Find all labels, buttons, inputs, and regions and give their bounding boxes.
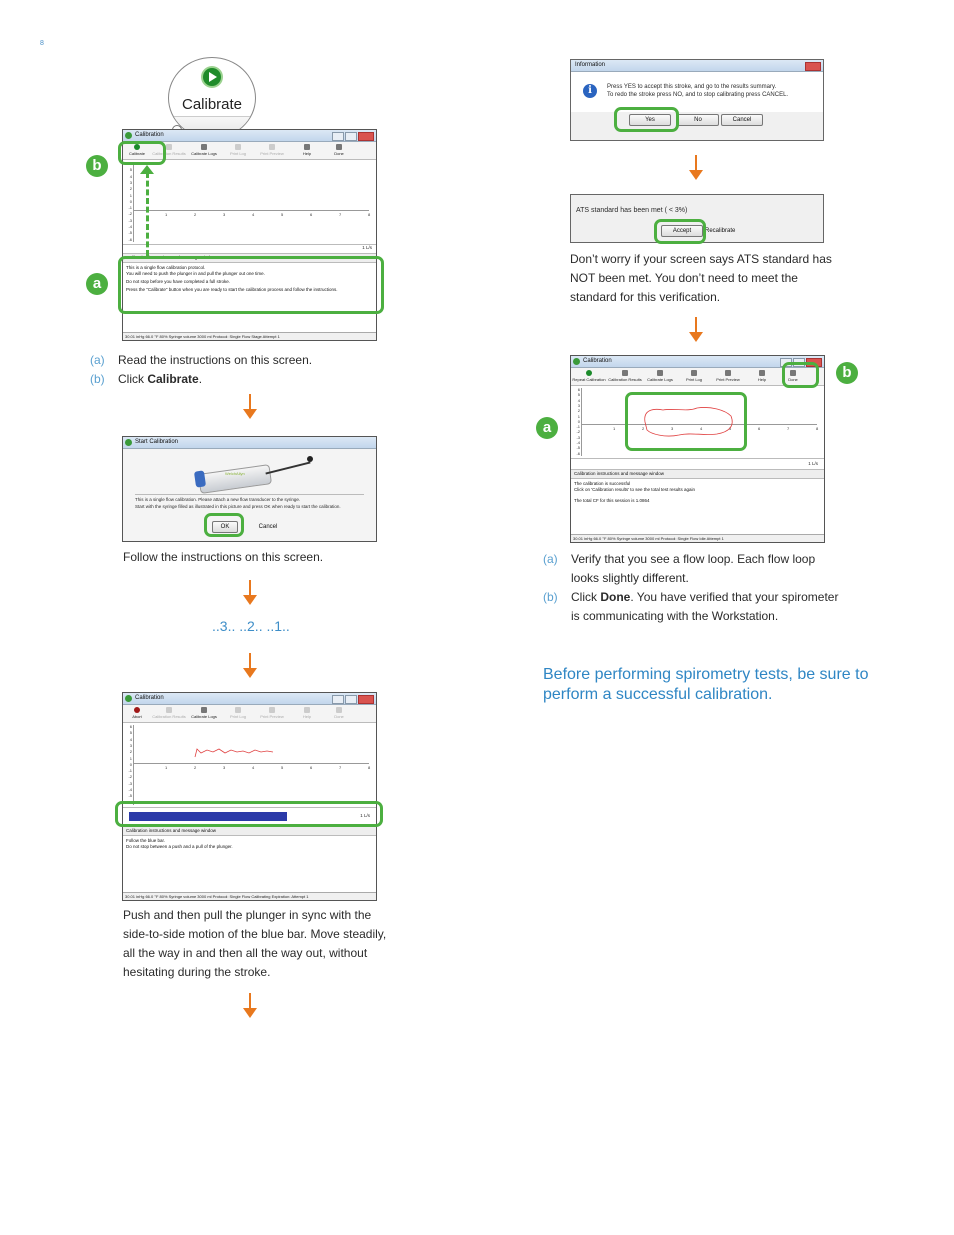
flow-scale-label: 1 L/s <box>360 813 370 818</box>
x-tick-label: 5 <box>281 765 284 770</box>
y-tick-label: 6 <box>129 161 132 166</box>
print-preview-button[interactable]: Print Preview <box>711 368 745 385</box>
x-tick-label: 8 <box>368 212 371 217</box>
progress-highlight <box>115 801 383 827</box>
no-button[interactable]: No <box>677 114 719 126</box>
flow-trace <box>123 723 376 807</box>
x-tick-label: 4 <box>700 426 703 431</box>
ats-note: Don’t worry if your screen says ATS standard has NOT been met. You don’t need to meet the standard for this verification. <box>570 252 832 304</box>
x-tick-label: 6 <box>310 212 313 217</box>
y-tick-label: -1 <box>128 768 132 774</box>
dashed-guide-arrowhead <box>140 165 154 174</box>
print-log-button[interactable]: Print Log <box>221 705 255 722</box>
y-tick-label: -2 <box>128 774 132 780</box>
badge-a: a <box>86 273 108 295</box>
help-icon <box>304 707 310 713</box>
push-instructions: Push and then pull the plunger in sync with the side-to-side motion of the blue bar. Move steadily, all the way in and then all the way out, without hesitating during the stroke. <box>123 908 387 979</box>
logs-icon <box>201 707 207 713</box>
ok-highlight <box>204 513 244 537</box>
x-tick-label: 1 <box>613 426 616 431</box>
x-tick-label: 8 <box>816 426 819 431</box>
info-line-2: To redo the stroke press NO, and to stop calibrating press CANCEL. <box>607 92 789 98</box>
message-header: Calibration instructions and message window <box>571 470 824 479</box>
dialog-title: Information <box>575 62 606 68</box>
y-tick-label: -3 <box>128 780 132 786</box>
follow-instructions: Follow the instructions on this screen. <box>123 550 324 564</box>
x-tick-label: 1 <box>165 212 168 217</box>
document-icon <box>166 144 172 150</box>
y-tick-label: 6 <box>129 724 132 729</box>
calibrate-highlight <box>118 141 166 165</box>
x-tick-label: 4 <box>252 765 255 770</box>
dialog-title: Start Calibration <box>135 439 179 445</box>
x-tick-label: 1 <box>165 765 168 770</box>
help-button[interactable]: Help <box>745 368 779 385</box>
cancel-button[interactable]: Cancel <box>721 114 763 126</box>
x-tick-label: 7 <box>787 426 790 431</box>
calibrate-logs-button[interactable]: Calibrate Logs <box>187 705 221 722</box>
printer-icon <box>691 370 697 376</box>
flow-plot <box>123 160 376 245</box>
y-tick-label: -1 <box>128 205 132 211</box>
y-tick-label: -2 <box>128 211 132 217</box>
y-tick-label: 0 <box>129 198 132 204</box>
information-dialog <box>570 59 824 141</box>
y-tick-label: 5 <box>577 392 580 398</box>
calibrate-zoom-label: Calibrate <box>181 96 243 113</box>
accept-button[interactable]: Accept <box>661 225 703 237</box>
print-preview-button[interactable]: Print Preview <box>255 142 289 159</box>
y-tick-label: 2 <box>577 408 580 414</box>
x-tick-label: 5 <box>281 212 284 217</box>
y-tick-label: -6 <box>128 799 132 805</box>
step-b: (b) Click Calibrate. <box>90 372 203 386</box>
x-tick-label: 3 <box>671 426 674 431</box>
x-tick-label: 2 <box>194 765 197 770</box>
close-button[interactable] <box>358 132 374 141</box>
help-button[interactable]: Help <box>289 142 325 159</box>
recalibrate-button[interactable]: Recalibrate <box>705 228 736 234</box>
step-a: (a) Read the instructions on this screen. <box>90 353 313 367</box>
badge-a: a <box>536 417 558 439</box>
y-tick-label: -4 <box>128 787 132 792</box>
info-icon: i <box>583 84 597 98</box>
calibrate-play-icon <box>203 68 221 86</box>
syringe-illustration <box>195 455 315 495</box>
y-tick-label: 2 <box>129 186 132 192</box>
x-tick-label: 3 <box>223 765 226 770</box>
status-bar: 30.01 inHg 66.0 °F 80% Syringe volume 3000 ml Protocol: Single Flow Idle Attempt 1 <box>571 534 824 542</box>
minimize-button[interactable] <box>332 132 344 141</box>
abort-button[interactable]: Abort <box>123 705 151 722</box>
x-tick-label: 7 <box>339 765 342 770</box>
done-icon <box>336 707 342 713</box>
ok-button[interactable]: OK <box>212 521 238 533</box>
y-tick-label: 2 <box>129 749 132 755</box>
page-number: 8 <box>40 40 44 47</box>
x-tick-label: 2 <box>194 212 197 217</box>
window-title: Calibration <box>583 358 612 364</box>
document-icon <box>622 370 628 376</box>
x-tick-label: 7 <box>339 212 342 217</box>
y-tick-label: 3 <box>577 402 580 408</box>
y-tick-label: -6 <box>128 236 132 242</box>
message-window <box>123 827 376 852</box>
done-button[interactable]: Done <box>325 142 353 159</box>
y-tick-label: 4 <box>577 397 580 403</box>
accept-highlight <box>654 219 706 244</box>
printer-icon <box>235 707 241 713</box>
message-window-highlight <box>118 256 384 314</box>
printer-icon <box>235 144 241 150</box>
syringe-brand: WelchAllyn <box>225 471 245 476</box>
x-tick-label: 2 <box>642 426 645 431</box>
calibrate-button[interactable]: Calibrate <box>123 142 151 159</box>
message-line: Do not stop before you have completed a full stroke. <box>126 279 231 284</box>
app-icon <box>573 358 580 365</box>
done-icon <box>336 144 342 150</box>
calibrate-logs-button[interactable]: Calibrate Logs <box>643 368 677 385</box>
cancel-button[interactable]: Cancel <box>258 524 278 530</box>
maximize-button[interactable] <box>345 132 357 141</box>
calibration-results-button[interactable]: Calibration Results <box>151 142 187 159</box>
calibration-results-button[interactable]: Calibration Results <box>151 705 187 722</box>
y-tick-label: 5 <box>129 730 132 736</box>
message-header: Calibration instructions and message window <box>123 254 376 263</box>
y-tick-label: 1 <box>129 192 132 198</box>
x-tick-label: 8 <box>368 765 371 770</box>
yes-button[interactable]: Yes <box>629 114 671 126</box>
badge-b: b <box>86 155 108 177</box>
minimize-button[interactable] <box>332 695 344 704</box>
ats-message: ATS standard has been met ( < 3%) <box>576 207 688 214</box>
dialog-line-2: Start with the syringe filled as illustrated in this picture and press OK when ready to start the calibration. <box>135 504 341 509</box>
badge-b: b <box>836 362 858 384</box>
window-title: Calibration <box>135 132 164 138</box>
x-tick-label: 6 <box>758 426 761 431</box>
calibrate-logs-button[interactable]: Calibrate Logs <box>187 142 221 159</box>
y-tick-label: 3 <box>129 179 132 185</box>
done-button[interactable]: Done <box>325 705 353 722</box>
flow-arrow <box>243 653 257 679</box>
message-line: You will need to push the plunger in and pull the plunger out one time. <box>126 271 265 276</box>
y-tick-label: 6 <box>577 387 580 392</box>
y-tick-label: -6 <box>576 450 580 456</box>
flow-scale-label: 1 L/s <box>362 245 372 250</box>
x-tick-label: 5 <box>729 426 732 431</box>
y-tick-label: -4 <box>128 224 132 229</box>
message-window <box>571 470 824 506</box>
calibration-callout: Before performing spirometry tests, be sure to perform a successful calibration. <box>543 666 869 703</box>
preview-icon <box>269 144 275 150</box>
message-line: The total CF for this session is 1.0864 <box>574 498 650 503</box>
flow-arrow <box>243 993 257 1019</box>
done-highlight <box>782 362 819 388</box>
message-header: Calibration instructions and message window <box>123 827 376 836</box>
info-line-1: Press YES to accept this stroke, and go to the results summary. <box>607 84 777 90</box>
window-title: Calibration <box>135 695 164 701</box>
y-tick-label: 5 <box>129 167 132 173</box>
preview-icon <box>725 370 731 376</box>
print-preview-button[interactable]: Print Preview <box>255 705 289 722</box>
y-tick-label: 4 <box>129 736 132 742</box>
dashed-guide-line <box>146 172 149 256</box>
preview-icon <box>269 707 275 713</box>
document-icon <box>166 707 172 713</box>
close-button[interactable] <box>358 695 374 704</box>
yes-highlight <box>614 107 679 132</box>
y-tick-label: -5 <box>128 230 132 236</box>
calibration-results-button[interactable]: Calibration Results <box>607 368 643 385</box>
y-tick-label: -3 <box>576 434 580 440</box>
logs-icon <box>657 370 663 376</box>
y-tick-label: 0 <box>577 418 580 424</box>
status-bar: 30.01 inHg 66.0 °F 80% Syringe volume 3000 ml Protocol: Single Flow Calibrating Expiration: Attempt 1 <box>123 892 376 900</box>
dialog-line-1: This is a single flow calibration. Please attach a new flow transducer to the syringe. <box>135 497 301 502</box>
print-log-button[interactable]: Print Log <box>221 142 255 159</box>
y-tick-label: 4 <box>129 173 132 179</box>
y-tick-label: -4 <box>576 440 580 445</box>
message-line: Follow the blue bar. <box>126 838 166 843</box>
flow-arrow <box>243 580 257 606</box>
maximize-button[interactable] <box>345 695 357 704</box>
print-log-button[interactable]: Print Log <box>677 368 711 385</box>
flow-loop-highlight <box>625 392 747 451</box>
play-icon <box>586 370 592 376</box>
y-tick-label: -2 <box>576 429 580 435</box>
x-tick-label: 4 <box>252 212 255 217</box>
message-line: Press the "Calibrate" button when you are ready to start the calibration process and follow the instructions. <box>126 287 338 292</box>
repeat-calibration-button[interactable]: Repeat Calibration <box>571 368 607 385</box>
flow-plot <box>123 723 376 808</box>
y-tick-label: 0 <box>129 761 132 767</box>
flow-arrow <box>243 394 257 420</box>
countdown: ..3.. ..2.. ..1.. <box>212 618 290 634</box>
status-bar: 30.01 inHg 66.0 °F 80% Syringe volume 3000 ml Protocol: Single Flow Stage Attempt 1 <box>123 332 376 340</box>
app-icon <box>125 695 132 702</box>
message-line: This is a single flow calibration protocol. <box>126 265 206 270</box>
flow-arrow <box>689 155 703 181</box>
close-button[interactable] <box>805 62 821 71</box>
step-a: (a) Verify that you see a flow loop. Each flow loop looks slightly different. <box>543 552 816 585</box>
message-line: Click on 'Calibration results' to see the total test results again <box>574 487 696 492</box>
help-icon <box>304 144 310 150</box>
calibration-screen-running <box>122 692 377 901</box>
y-tick-label: 1 <box>129 755 132 761</box>
step-b: (b) Click Done. You have verified that your spirometer is communicating with the Workstation. <box>543 590 839 623</box>
flow-scale-label: 1 L/s <box>808 461 818 466</box>
message-line: The calibration is successful <box>574 481 631 486</box>
flow-arrow <box>689 317 703 343</box>
help-button[interactable]: Help <box>289 705 325 722</box>
y-tick-label: -1 <box>576 424 580 430</box>
app-icon <box>125 132 132 139</box>
done-button[interactable]: Done <box>779 368 807 385</box>
message-line: Do not stop between a push and a pull of the plunger. <box>126 844 233 849</box>
x-tick-label: 3 <box>223 212 226 217</box>
app-icon <box>125 439 132 446</box>
y-tick-label: -5 <box>128 793 132 799</box>
toolbar <box>123 705 376 723</box>
y-tick-label: -3 <box>128 217 132 223</box>
stop-icon <box>134 707 140 713</box>
y-tick-label: 3 <box>129 742 132 748</box>
y-tick-label: 1 <box>577 413 580 419</box>
help-icon <box>759 370 765 376</box>
y-tick-label: -5 <box>576 445 580 451</box>
x-tick-label: 6 <box>310 765 313 770</box>
logs-icon <box>201 144 207 150</box>
start-calibration-dialog <box>122 436 377 542</box>
